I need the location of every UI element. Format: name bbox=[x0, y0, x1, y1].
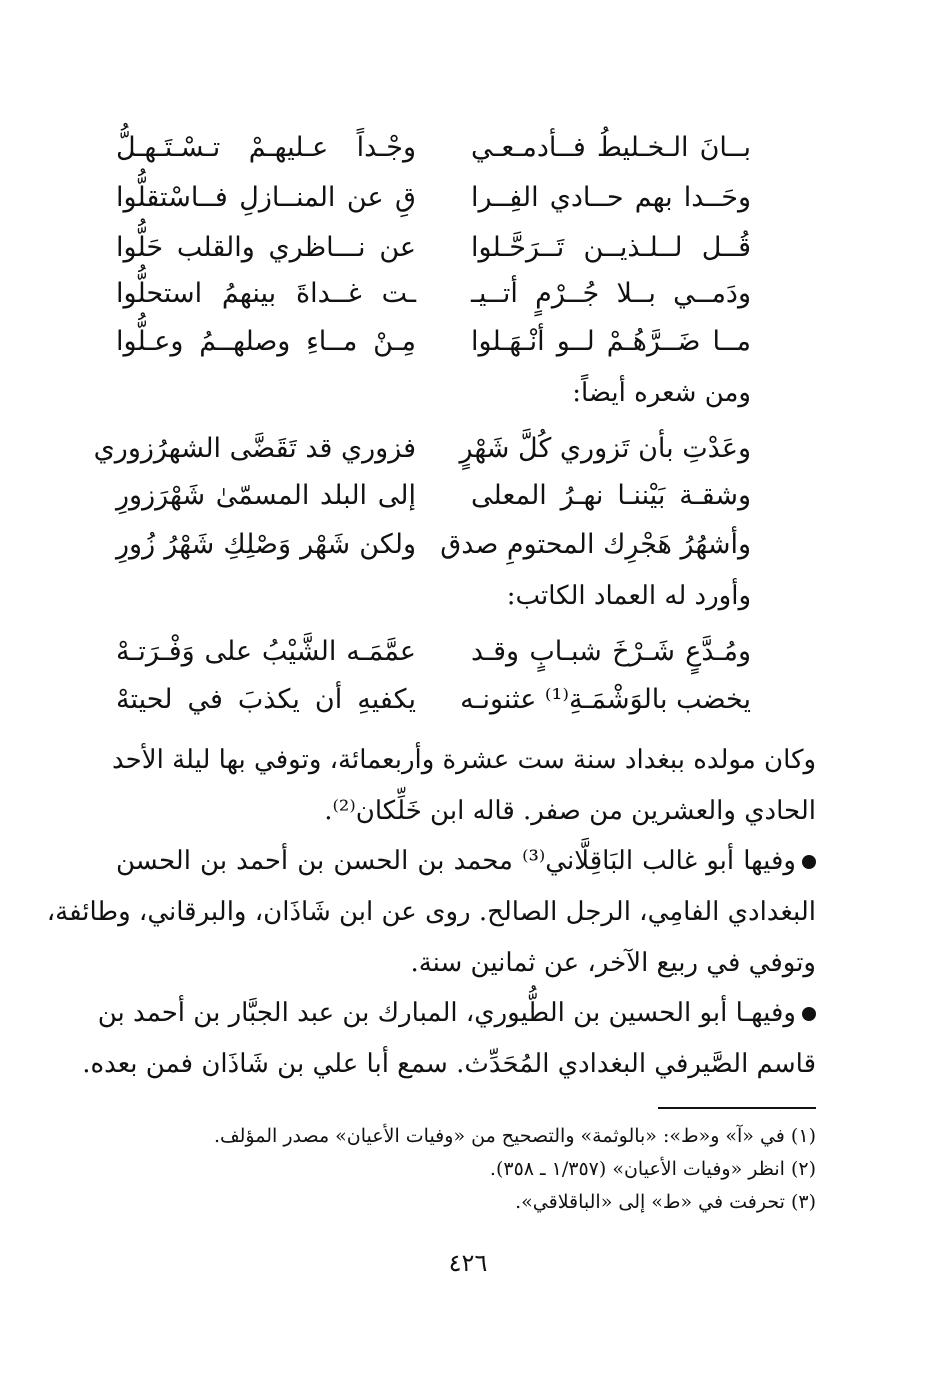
verse-second-hemistich: عن نـــاظري والقلب حَلُّوا bbox=[116, 232, 416, 263]
verse-second-hemistich: قِ عن المنــازلِ فــاسْتقلُّوا bbox=[116, 182, 416, 213]
paragraph-line-text: وفيهـا أبو الحسين بن الطُّيوري، المبارك بن عبد الجبَّار بن أحمد بن bbox=[97, 998, 796, 1028]
verse bbox=[0, 315, 936, 369]
verse-second-hemistich: ولكن شَهْر وَصْلِكِ شَهْرُ زُورِ bbox=[116, 529, 416, 560]
verse-first-hemistich: ومُـدَّعٍ شَـرْخَ شبـابٍ وقـد bbox=[471, 636, 751, 667]
verse-first-hemistich: مــا ضَــرَّهُـمْ لــو أنْـهَـلوا bbox=[471, 326, 751, 357]
verse-first-hemistich: وعَدْتِ بأن تَزوري كُلَّ شَهْرٍ bbox=[459, 433, 751, 464]
verse bbox=[0, 518, 936, 572]
verse-second-hemistich: فزوري قد تَقَضَّى الشهرُزوري bbox=[93, 433, 416, 464]
verse-first-hemistich: بــانَ الـخـليطُ فــأدمـعـي bbox=[471, 132, 751, 163]
verse-second-hemistich: وجْـداً عـليهـمْ تـسْـتَـهـلُّ bbox=[116, 132, 416, 163]
paragraph-line: قاسم الصَّيرفي البغدادي المُحَدِّث. سمع أبا علي بن شَاذَان فمن بعده. bbox=[82, 1049, 816, 1079]
verse bbox=[0, 422, 936, 476]
bullet-icon bbox=[802, 1007, 816, 1021]
paragraph-line bbox=[97, 988, 816, 1039]
paragraph-line bbox=[116, 836, 816, 887]
verse-first-hemistich: يخضب بالوَشْمَـةِ⁽¹⁾ عثنونـه bbox=[460, 684, 751, 715]
footnote-2: (٢) انظر «وفيات الأعيان» (١/٣٥٧ ـ ٣٥٨). bbox=[489, 1158, 816, 1180]
verse-second-hemistich: إلى البلد المسمّىٰ شَهْرَزورِ bbox=[116, 480, 416, 511]
verse-first-hemistich: قُــل لــلـذيــن تَــرَحَّـلوا bbox=[471, 232, 751, 263]
footnote-3: (٣) تحرفت في «ط» إلى «الباقلاقي». bbox=[515, 1191, 816, 1213]
verse-second-hemistich: يكفيهِ أن يكذبَ في لحيتهْ bbox=[116, 684, 416, 715]
verse bbox=[0, 171, 936, 225]
verse bbox=[0, 673, 936, 727]
verse bbox=[0, 121, 936, 175]
verse-first-hemistich: وحَــدا بهم حــادي الفِــرا bbox=[471, 182, 751, 213]
verse bbox=[0, 267, 936, 321]
footnote-1: (١) في «آ» و«ط»: «بالوثمة» والتصحيح من «وفيات الأعيان» مصدر المؤلف. bbox=[213, 1125, 816, 1147]
verse-second-hemistich: عمَّمَـه الشَّيْبُ على وَفْـرَتـهْ bbox=[116, 636, 416, 667]
paragraph-birth-death bbox=[112, 735, 816, 837]
verse-second-hemistich: ـت غــداةَ بينهمُ استحلُّوا bbox=[116, 278, 416, 309]
page-number: ٤٢٦ bbox=[448, 1249, 488, 1277]
intro-line: ومن شعره أيضاً: bbox=[572, 378, 751, 408]
footnote-divider bbox=[658, 1107, 816, 1109]
paragraph-line: وكان مولده ببغداد سنة ست عشرة وأربعمائة، وتوفي بها ليلة الأحد bbox=[112, 745, 816, 775]
paragraph-line-text: وفيها أبو غالب البَاقِلَّاني⁽³⁾ محمد بن الحسن بن أحمد بن الحسن bbox=[116, 846, 796, 876]
paragraph-line: الحادي والعشرين من صفر. قاله ابن خَلِّكان⁽²⁾. bbox=[324, 796, 816, 826]
paragraph-baqillani bbox=[46, 836, 816, 989]
verse-first-hemistich: وشقـة بَيْننـا نهـرُ المعلى bbox=[471, 480, 751, 511]
paragraph-line: وتوفي في ربيع الآخر، عن ثمانين سنة. bbox=[410, 948, 816, 978]
verse-first-hemistich: ودَمــي بــلا جُــرْمٍ أتــيـ bbox=[471, 278, 751, 309]
paragraph-tuyuri bbox=[82, 988, 816, 1090]
verse-second-hemistich: مِـنْ مــاءِ وصلهــمُ وعـلُّوا bbox=[116, 326, 416, 357]
verse bbox=[0, 469, 936, 523]
paragraph-line: البغدادي الفامِي، الرجل الصالح. روى عن ابن شَاذَان، والبرقاني، وطائفة، bbox=[46, 897, 816, 927]
intro-line: وأورد له العماد الكاتب: bbox=[506, 581, 751, 611]
verse bbox=[0, 625, 936, 679]
verse-first-hemistich: وأشهُرُ هَجْرِك المحتومِ صدق bbox=[440, 529, 751, 560]
bullet-icon bbox=[802, 855, 816, 869]
